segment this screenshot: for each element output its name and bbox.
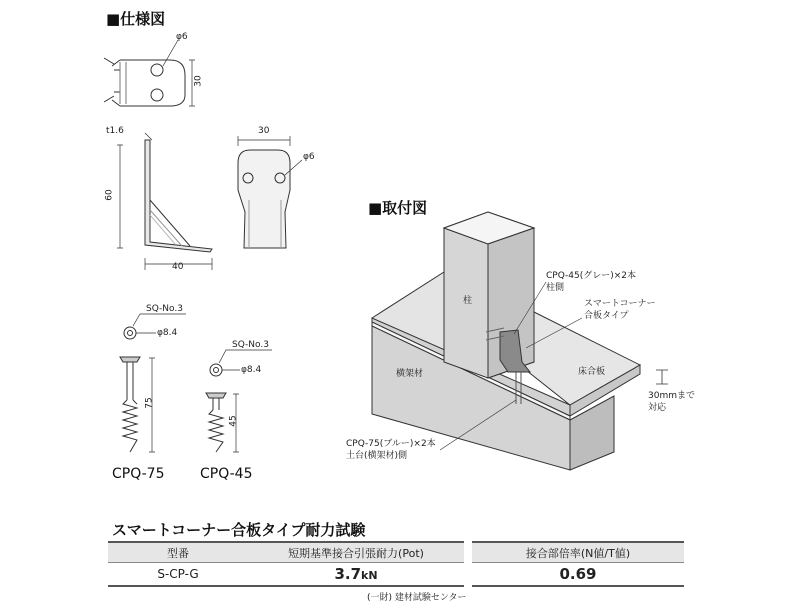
plate-note-line1: スマートコーナー — [584, 299, 656, 309]
screw-head-diameter-label-a: φ8.4 — [157, 328, 178, 338]
bracket-side-view — [117, 133, 212, 270]
thickness-dim-label: t1.6 — [106, 126, 124, 136]
cpq45-note-line2: 柱側 — [546, 283, 565, 293]
column-label: 柱 — [463, 296, 473, 306]
test-table-title: スマートコーナー合板タイプ耐力試験 — [112, 521, 366, 539]
test-table — [108, 541, 684, 587]
cell-ratio — [472, 563, 684, 587]
table-row — [108, 563, 684, 587]
screw-head-type-label-b: SQ-No.3 — [232, 340, 269, 350]
hole-diameter-label-front: φ6 — [303, 152, 315, 162]
cell-strength — [248, 563, 464, 587]
installation-drawing — [372, 212, 668, 470]
height-dim-label-side: 60 — [104, 189, 115, 201]
width-dim-label-side: 40 — [172, 262, 184, 272]
table-header-row — [108, 542, 684, 563]
install-section-title: ■取付図 — [368, 199, 428, 217]
spec-section-title: ■仕様図 — [106, 10, 166, 28]
header-ratio: 接合部倍率(N値/T値) — [472, 542, 684, 563]
screw-name-cpq75: CPQ-75 — [112, 466, 165, 482]
cpq75-note-line1: CPQ-75(ブルー)×2本 — [346, 439, 436, 449]
screw-length-label-45: 45 — [228, 415, 239, 427]
hole-diameter-label-top: φ6 — [176, 32, 188, 42]
screw-name-cpq45: CPQ-45 — [200, 466, 253, 482]
header-strength: 短期基準接合引張耐力(Pot) — [248, 542, 464, 563]
clearance-note-line1: 30mmまで — [648, 391, 695, 401]
screw-head-type-label-a: SQ-No.3 — [146, 304, 183, 314]
cpq45-note-line1: CPQ-45(グレー)×2本 — [546, 271, 637, 281]
cell-model: S-CP-G — [108, 563, 248, 587]
header-model: 型番 — [108, 542, 248, 563]
screw-head-diameter-label-b: φ8.4 — [241, 365, 262, 375]
strength-value: 3.7 — [334, 565, 362, 583]
height-dim-label-top: 30 — [193, 75, 204, 87]
cpq75-note-line2: 土台(横架材)側 — [346, 451, 408, 461]
screw-length-label-75: 75 — [144, 397, 155, 409]
bracket-top-view — [104, 40, 195, 106]
ratio-value: 0.69 — [559, 565, 597, 583]
screw-cpq45-drawing — [206, 350, 272, 452]
bracket-front-view — [238, 136, 302, 248]
plate-note-line2: 合板タイプ — [584, 311, 629, 321]
test-source-note: (一財) 建材試験センター — [367, 593, 467, 603]
clearance-note-line2: 対応 — [648, 403, 667, 413]
floor-label: 床合板 — [578, 367, 606, 377]
beam-label: 横架材 — [396, 369, 424, 379]
strength-unit: kN — [361, 569, 378, 582]
width-dim-label-front: 30 — [258, 126, 270, 136]
